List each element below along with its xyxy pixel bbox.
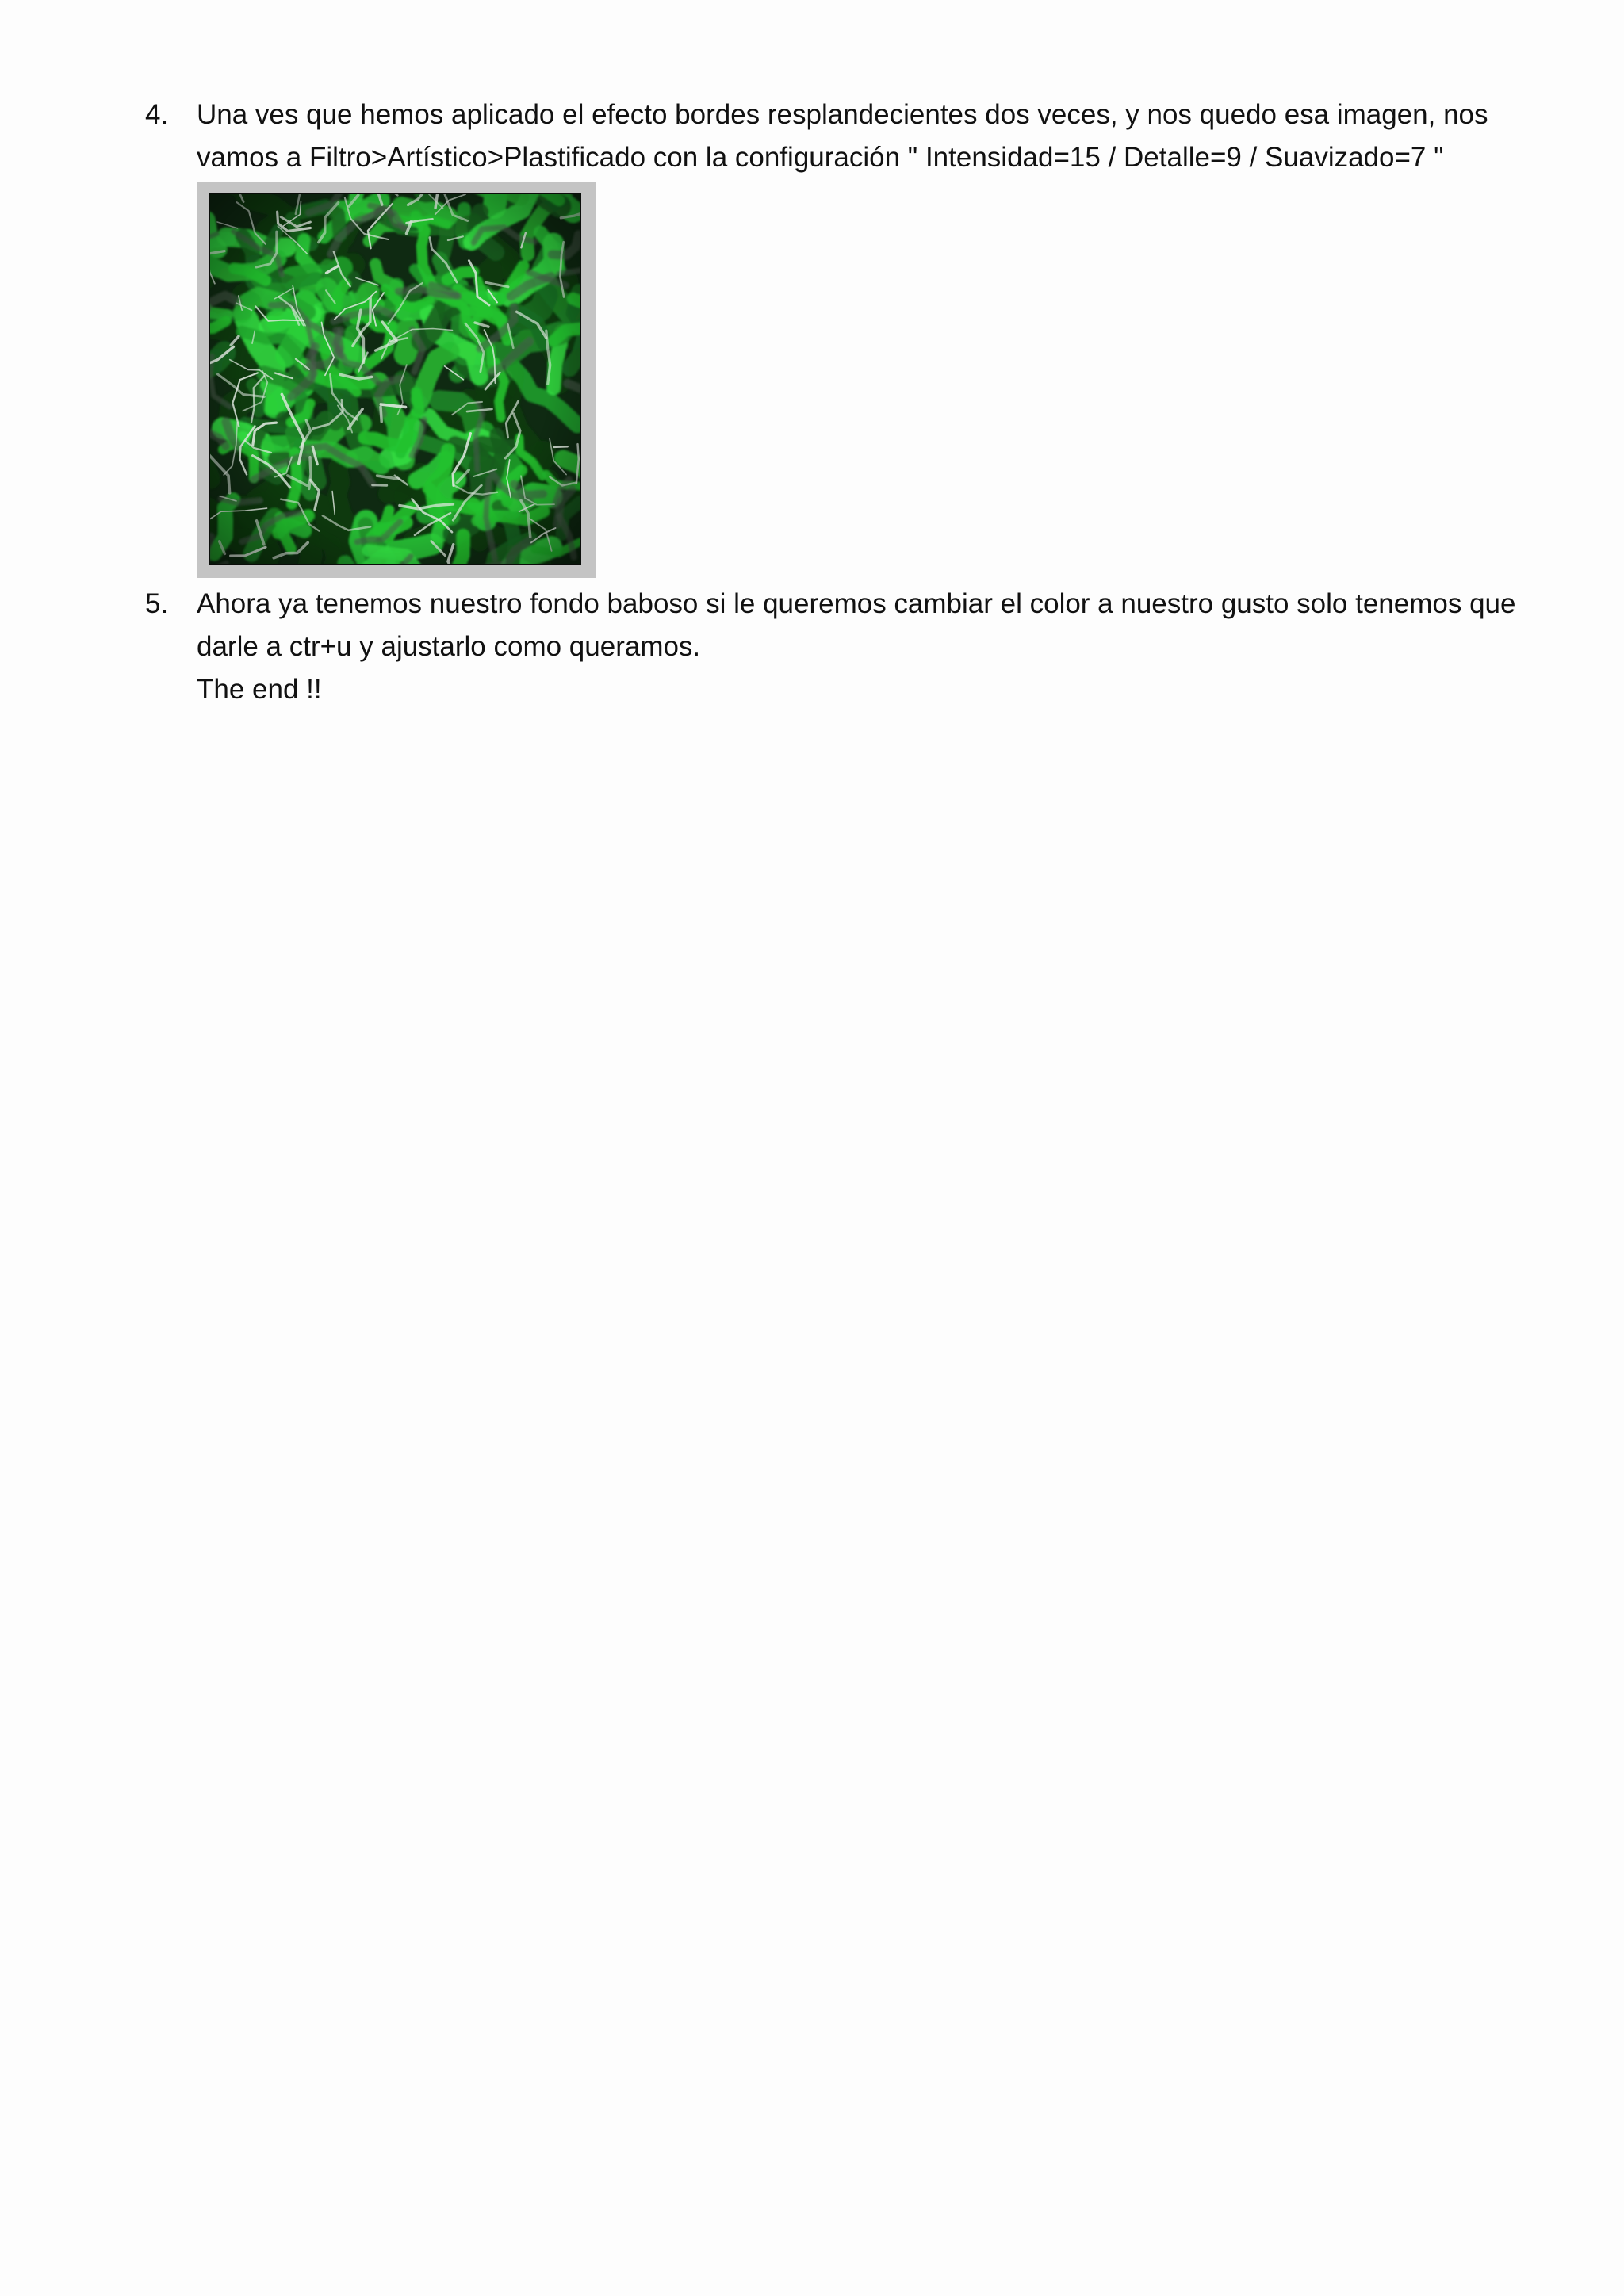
list-item-text bbox=[197, 94, 1525, 179]
instruction-list bbox=[145, 94, 1525, 711]
text-line: darle a ctr+u y ajustarlo como queramos. bbox=[197, 631, 701, 662]
list-number: 5. bbox=[145, 588, 169, 619]
list-number: 4. bbox=[145, 99, 169, 130]
list-item-text bbox=[197, 583, 1525, 711]
plastic-wrap-texture-image bbox=[197, 182, 596, 578]
text-line: The end !! bbox=[197, 674, 322, 705]
text-line: Una ves que hemos aplicado el efecto bordes resplandecientes dos veces, y nos quedo esa imagen, nos bbox=[197, 99, 1488, 130]
list-item-4 bbox=[145, 94, 1525, 578]
list-item-5 bbox=[145, 583, 1525, 711]
text-line: vamos a Filtro>Artístico>Plastificado con la configuración " Intensidad=15 / Detalle=9 / Suavizado=7 " bbox=[197, 142, 1444, 173]
text-line: Ahora ya tenemos nuestro fondo baboso si le queremos cambiar el color a nuestro gusto solo tenemos que bbox=[197, 588, 1516, 619]
